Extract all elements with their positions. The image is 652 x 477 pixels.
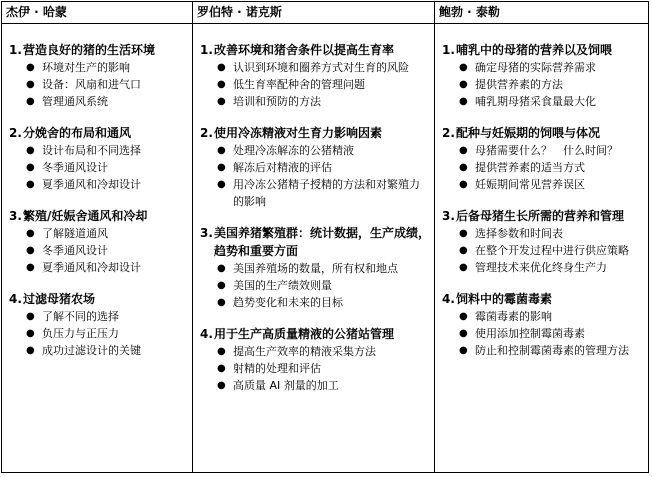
list-item	[439, 59, 644, 76]
column-header: 罗伯特 · 诺克斯	[193, 2, 434, 24]
bullet-icon: ●	[217, 363, 226, 374]
bullet-icon: ●	[459, 179, 468, 190]
topic-item-list	[439, 225, 644, 276]
bullet-icon: ●	[26, 162, 35, 173]
bullet-icon: ●	[459, 328, 468, 339]
list-item-text: 设计布局和不同选择	[42, 144, 141, 157]
list-item	[197, 159, 430, 176]
topic-number: 2.	[442, 126, 455, 140]
topic-item-list	[197, 343, 430, 394]
topic-number: 4.	[442, 292, 455, 306]
bullet-icon: ●	[217, 62, 226, 73]
list-item-text: 高质量 AI 剂量的加工	[233, 379, 339, 392]
topic-item-list	[197, 142, 430, 210]
list-item	[6, 93, 188, 110]
list-item	[197, 294, 430, 311]
list-item-text: 提高生产效率的精液采集方法	[233, 345, 376, 358]
topic-number: 3.	[442, 209, 455, 223]
topic-section	[439, 290, 644, 359]
topic-number: 4.	[9, 292, 22, 306]
bullet-icon: ●	[459, 62, 468, 73]
list-item	[439, 176, 644, 193]
bullet-icon: ●	[217, 380, 226, 391]
list-item	[197, 93, 430, 110]
topic-title	[6, 207, 188, 225]
topic-title-text: 美国养猪繁殖群：统计数据，生产成绩，趋势和重要方面	[214, 226, 431, 258]
list-item-text: 冬季通风设计	[42, 161, 108, 174]
column-bob-taylor	[434, 2, 648, 472]
list-item-text: 低生育率配种舍的管理问题	[233, 78, 365, 91]
topic-title-text: 分娩舍的布局和通风	[23, 126, 132, 140]
bullet-icon: ●	[217, 145, 226, 156]
list-item-text: 管理技术来优化终身生产力	[475, 261, 607, 274]
bullet-icon: ●	[26, 311, 35, 322]
list-item	[197, 142, 430, 159]
topic-section	[197, 325, 430, 394]
list-item-text: 解冻后对精液的评估	[233, 161, 332, 174]
topic-section	[197, 41, 430, 110]
list-item-text: 环境对生产的影响	[42, 61, 130, 74]
topic-section	[197, 124, 430, 210]
bullet-icon: ●	[459, 96, 468, 107]
column-jay-harmon	[2, 2, 192, 472]
topic-title-text: 使用冷冻精液对生育力影响因素	[214, 126, 383, 140]
topic-item-list	[6, 142, 188, 193]
topic-title-text: 过滤母猪农场	[23, 292, 96, 306]
list-item	[6, 308, 188, 325]
list-item-text: 提供营养素的适当方式	[475, 161, 585, 174]
bullet-icon: ●	[26, 179, 35, 190]
list-item-text: 冬季通风设计	[42, 244, 108, 257]
list-item-text: 美国养殖场的数量，所有权和地点	[233, 262, 398, 275]
list-item	[439, 242, 644, 259]
bullet-icon: ●	[217, 263, 226, 274]
topic-title-text: 饲料中的霉菌毒素	[456, 292, 553, 306]
topic-section	[439, 41, 644, 110]
topic-item-list	[197, 59, 430, 110]
topic-title-text: 哺乳中的母猪的营养以及饲喂	[456, 43, 613, 57]
list-item	[6, 76, 188, 93]
list-item-text: 妊娠期间常见营养误区	[475, 178, 585, 191]
topic-section	[439, 207, 644, 276]
topic-number: 1.	[200, 43, 213, 57]
list-item-text: 哺乳期母猪采食量最大化	[475, 95, 596, 108]
topic-title	[197, 224, 430, 260]
list-item	[6, 242, 188, 259]
list-item	[439, 142, 644, 159]
column-body	[2, 41, 192, 359]
topic-title-text: 繁殖/妊娠舍通风和冷却	[23, 209, 148, 223]
list-item-text: 母猪需要什么？ 什么时间？	[475, 144, 618, 157]
topic-number: 2.	[200, 126, 213, 140]
topic-title-text: 改善环境和猪舍条件以提高生育率	[214, 43, 395, 57]
list-item	[197, 360, 430, 377]
topic-section	[6, 41, 188, 110]
bullet-icon: ●	[26, 328, 35, 339]
topic-title-text: 营造良好的猪的生活环境	[23, 43, 156, 57]
bullet-icon: ●	[217, 179, 226, 190]
topic-section	[439, 124, 644, 193]
column-body	[193, 41, 434, 394]
topic-number: 1.	[9, 43, 22, 57]
topic-number: 3.	[200, 226, 213, 240]
bullet-icon: ●	[26, 96, 35, 107]
list-item	[6, 342, 188, 359]
list-item	[439, 308, 644, 325]
speaker-table	[1, 1, 649, 473]
bullet-icon: ●	[459, 145, 468, 156]
bullet-icon: ●	[217, 346, 226, 357]
list-item	[197, 76, 430, 93]
bullet-icon: ●	[217, 96, 226, 107]
list-item-text: 了解隧道通风	[42, 227, 108, 240]
list-item	[6, 159, 188, 176]
list-item	[439, 325, 644, 342]
list-item-text: 提供营养素的方法	[475, 78, 563, 91]
list-item-text: 认识到环境和圈养方式对生育的风险	[233, 61, 409, 74]
bullet-icon: ●	[459, 162, 468, 173]
list-item	[6, 142, 188, 159]
list-item-text: 管理通风系统	[42, 95, 108, 108]
topic-title	[439, 124, 644, 142]
bullet-icon: ●	[26, 345, 35, 356]
topic-title	[439, 207, 644, 225]
list-item-text: 在整个开发过程中进行供应策略	[475, 244, 629, 257]
topic-number: 4.	[200, 327, 213, 341]
bullet-icon: ●	[459, 311, 468, 322]
topic-title	[6, 124, 188, 142]
bullet-icon: ●	[459, 245, 468, 256]
topic-title	[6, 290, 188, 308]
bullet-icon: ●	[459, 262, 468, 273]
list-item-text: 防止和控制霉菌毒素的管理方法	[475, 344, 629, 357]
column-header: 鲍勃 · 泰勒	[435, 2, 648, 24]
topic-section	[6, 290, 188, 359]
list-item	[197, 176, 430, 210]
list-item	[197, 277, 430, 294]
list-item-text: 使用添加控制霉菌毒素	[475, 327, 585, 340]
topic-title	[197, 325, 430, 343]
bullet-icon: ●	[217, 280, 226, 291]
topic-title	[6, 41, 188, 59]
list-item-text: 选择参数和时间表	[475, 227, 563, 240]
list-item-text: 夏季通风和冷却设计	[42, 178, 141, 191]
bullet-icon: ●	[217, 79, 226, 90]
list-item	[439, 76, 644, 93]
list-item	[197, 59, 430, 76]
topic-title	[439, 41, 644, 59]
list-item-text: 趋势变化和未来的目标	[233, 296, 343, 309]
list-item-text: 夏季通风和冷却设计	[42, 261, 141, 274]
list-item	[197, 260, 430, 277]
list-item	[6, 325, 188, 342]
list-item-text: 成功过滤设计的关键	[42, 344, 141, 357]
topic-number: 1.	[442, 43, 455, 57]
column-body	[435, 41, 648, 359]
list-item-text: 了解不同的选择	[42, 310, 119, 323]
bullet-icon: ●	[26, 245, 35, 256]
column-header: 杰伊 · 哈蒙	[2, 2, 192, 24]
topic-item-list	[6, 59, 188, 110]
bullet-icon: ●	[459, 345, 468, 356]
list-item	[439, 225, 644, 242]
topic-item-list	[439, 142, 644, 193]
topic-number: 2.	[9, 126, 22, 140]
bullet-icon: ●	[26, 228, 35, 239]
list-item-text: 用冷冻公猪精子授精的方法和对繁殖力的影响	[233, 178, 420, 208]
bullet-icon: ●	[459, 79, 468, 90]
topic-title-text: 用于生产高质量精液的公猪站管理	[214, 327, 395, 341]
topic-section	[197, 224, 430, 311]
list-item	[6, 225, 188, 242]
list-item	[197, 377, 430, 394]
list-item-text: 处理冷冻解冻的公猪精液	[233, 144, 354, 157]
topic-title-text: 配种与妊娠期的饲喂与体况	[456, 126, 601, 140]
list-item-text: 负压力与正压力	[42, 327, 119, 340]
list-item-text: 确定母猪的实际营养需求	[475, 61, 596, 74]
bullet-icon: ●	[26, 62, 35, 73]
topic-item-list	[439, 59, 644, 110]
bullet-icon: ●	[26, 145, 35, 156]
bullet-icon: ●	[217, 162, 226, 173]
topic-item-list	[6, 308, 188, 359]
topic-title	[197, 124, 430, 142]
list-item-text: 霉菌毒素的影响	[475, 310, 552, 323]
list-item-text: 美国的生产绩效则量	[233, 279, 332, 292]
topic-title-text: 后备母猪生长所需的营养和管理	[456, 209, 625, 223]
list-item	[439, 259, 644, 276]
list-item-text: 射精的处理和评估	[233, 362, 321, 375]
topic-section	[6, 124, 188, 193]
list-item	[6, 59, 188, 76]
list-item	[6, 176, 188, 193]
list-item	[6, 259, 188, 276]
topic-title	[439, 290, 644, 308]
list-item-text: 设备：风扇和进气口	[42, 78, 141, 91]
bullet-icon: ●	[217, 297, 226, 308]
topic-item-list	[197, 260, 430, 311]
bullet-icon: ●	[26, 262, 35, 273]
topic-item-list	[6, 225, 188, 276]
topic-number: 3.	[9, 209, 22, 223]
topic-title	[197, 41, 430, 59]
list-item	[439, 159, 644, 176]
bullet-icon: ●	[459, 228, 468, 239]
list-item	[197, 343, 430, 360]
column-robert-knox	[192, 2, 434, 472]
topic-item-list	[439, 308, 644, 359]
list-item	[439, 93, 644, 110]
list-item-text: 培训和预防的方法	[233, 95, 321, 108]
topic-section	[6, 207, 188, 276]
list-item	[439, 342, 644, 359]
bullet-icon: ●	[26, 79, 35, 90]
